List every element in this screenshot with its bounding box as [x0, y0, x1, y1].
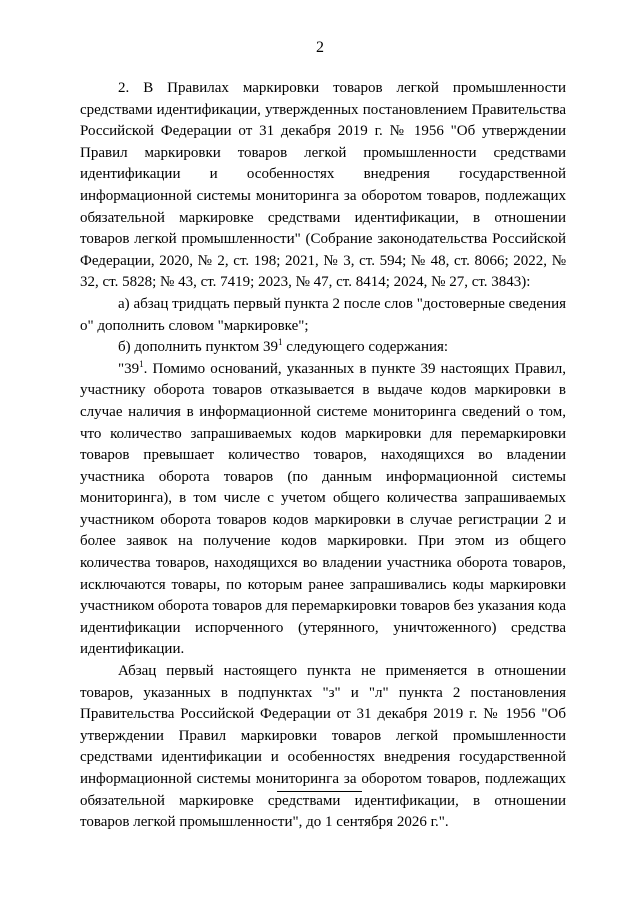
end-divider	[277, 791, 362, 792]
subitem-b-text-end: следующего содержания:	[282, 339, 449, 356]
superscript-index: 1	[277, 337, 283, 348]
document-body	[80, 78, 566, 834]
paragraph-exception: Абзац первый настоящего пункта не применяется в отношении товаров, указанных в подпунктах "з" и "л" пункта 2 постановления Правительства Российской Федерации от 31 декабря 2019 г. № 1956 "Об утверждении Правил маркировки товаров легкой промышленности средствами идентификации и особенностях внедрения государственной информационной системы мониторинга за оборотом товаров, подлежащих обязательной маркировке средствами идентификации, в отношении товаров легкой промышленности", до 1 сентября 2026 г.".	[80, 663, 566, 831]
clause-number: "39	[118, 360, 140, 377]
paragraph-clause-39-1	[80, 359, 566, 661]
paragraph-subitem-a: а) абзац тридцать первый пункта 2 после слов "достоверные сведения о" дополнить словом "маркировке";	[80, 295, 566, 334]
page-number: 2	[316, 39, 324, 56]
clause-text: . Помимо оснований, указанных в пункте 39 настоящих Правил, участнику оборота товаров отказывается в выдаче кодов маркировки в случае наличия в информационной системе мониторинга сведений о том, что количество запрашиваемых кодов маркировки для перемаркировки товаров превышает количество товаров, находящихся во владении участника оборота товаров (по данным информационной системы мониторинга), в том числе с учетом общего количества запрашиваемых участником оборота товаров кодов маркировки в случае регистрации 2 и более заявок на получение кодов маркировки. При этом из общего количества товаров, находящихся во владении участника оборота товаров, исключаются товары, по которым ранее запрашивались коды маркировки участником оборота товаров для перемаркировки товаров без указания кода идентификации испорченного (утерянного, уничтоженного) средства идентификации.	[80, 360, 566, 658]
superscript-index: 1	[139, 358, 144, 369]
subitem-b-text-start: б) дополнить пунктом 39	[118, 339, 278, 356]
paragraph-amendment-intro: 2. В Правилах маркировки товаров легкой промышленности средствами идентификации, утвержденных постановлением Правительства Российской Федерации от 31 декабря 2019 г. № 1956 "Об утверждении Правил маркировки товаров легкой промышленности средствами идентификации и особенностях внедрения государственной информационной системы мониторинга за оборотом товаров, подлежащих обязательной маркировке средствами идентификации, в отношении товаров легкой промышленности" (Собрание законодательства Российской Федерации, 2020, № 2, ст. 198; 2021, № 3, ст. 594; № 48, ст. 8066; 2022, № 32, ст. 5828; № 43, ст. 7419; 2023, № 47, ст. 8414; 2024, № 27, ст. 3843):	[80, 80, 566, 291]
paragraph-subitem-b	[80, 337, 566, 359]
